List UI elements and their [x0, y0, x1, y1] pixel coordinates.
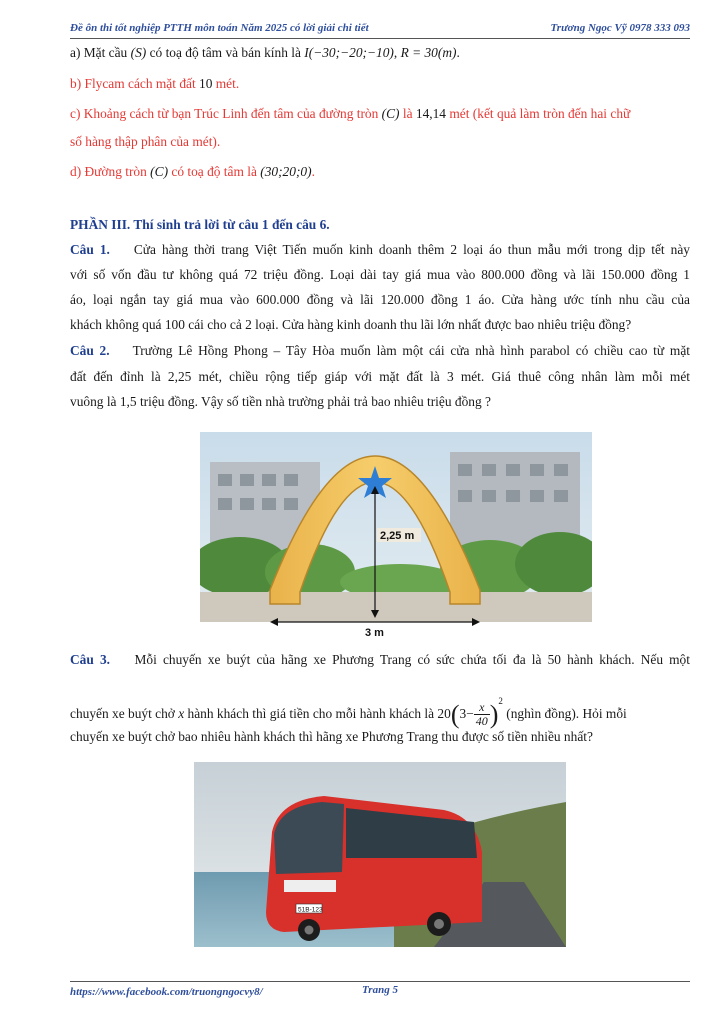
ground [200, 592, 592, 622]
statement-d-text: d) Đường tròn [70, 164, 151, 179]
q3-line-1 [70, 651, 690, 669]
header-title: Đề ôn thi tốt nghiệp PTTH môn toán Năm 2025 có lời giải chi tiết [70, 22, 369, 34]
statement-b-end: mét. [212, 76, 240, 91]
right-paren: ) [489, 699, 499, 729]
q3-text-2b: hành khách thì giá tiền cho mỗi hành khách là [184, 706, 438, 721]
statement-c-text: c) Khoảng cách từ bạn Trúc Linh đến tâm của đường tròn [70, 106, 382, 121]
header-author: Trương Ngọc Vỹ 0978 333 093 [550, 22, 690, 34]
expr-denominator: 40 [475, 714, 488, 729]
center-coordinates: I(−30;−20;−10) [304, 45, 394, 60]
bus-capacity: 50 [547, 652, 561, 667]
q3-label: Câu 3. [70, 652, 110, 667]
statement-c-cont: số hàng thập phân của mét). [70, 134, 221, 149]
circle-symbol-d: (C) [150, 164, 169, 179]
q3-line-2 [70, 684, 690, 731]
q3-line-3: chuyến xe buýt chở bao nhiêu hành khách thì hãng xe Phương Trang thu được số tiền nhiều nhất? [70, 729, 593, 744]
parabolic-arch-figure [200, 432, 592, 642]
expr-coefficient: 20 [437, 706, 451, 721]
q2-line-3 [70, 393, 690, 411]
arch-width-value: 3 [446, 369, 454, 384]
license-plate: 51B-123 [298, 906, 323, 914]
sphere-symbol: (S) [130, 45, 147, 60]
left-paren: ( [450, 699, 460, 729]
radius-value: R = 30(m) [400, 45, 457, 60]
header-divider [70, 38, 690, 39]
q3-text-1a: Mỗi chuyến xe buýt của hãng xe Phương Trang có sức chứa tối đa là [134, 652, 548, 667]
q3-text-2c: (nghìn đồng). Hỏi mỗi [502, 706, 627, 721]
price-value: 1,5 [119, 394, 137, 409]
label-strip [200, 622, 592, 642]
q2-line-2 [70, 368, 690, 386]
q1-line-3: áo, loại ngắn tay giá mua vào 600.000 đồng và lãi 120.000 đồng 1 áo. Cửa hàng ước tính nhu cầu của [70, 292, 690, 307]
passenger-variable: x [178, 706, 185, 721]
q2-label: Câu 2. [70, 343, 110, 358]
circle-center: (30;20;0) [260, 164, 312, 179]
expr-numerator: x [474, 701, 490, 715]
circle-symbol: (C) [381, 106, 400, 121]
statement-d [70, 163, 690, 181]
q2-text-2a: đất đến đỉnh là [70, 369, 168, 384]
facebook-link[interactable]: https://www.facebook.com/truongngocvy8/ [70, 986, 263, 998]
footer-divider [70, 981, 690, 982]
statement-a-text: a) Mặt cầu [70, 45, 131, 60]
q1-line-4: khách không quá 100 cái cho cả 2 loại. Cửa hàng kinh doanh thu lãi lớn nhất được bao nhiêu triệu đồng? [70, 317, 632, 332]
bus-photo [194, 762, 566, 947]
statement-a-sep: , [393, 45, 401, 60]
statement-c [70, 105, 690, 123]
statement-b [70, 75, 690, 93]
q2-line-1 [70, 342, 690, 360]
distance-value: 14,14 [415, 106, 447, 121]
expr-fraction [474, 701, 490, 728]
q3-text-1b: hành khách. Nếu một [560, 652, 690, 667]
statement-a-text-2: có toạ độ tâm và bán kính là [146, 45, 305, 60]
q1-label: Câu 1. [70, 242, 110, 257]
statement-d-end: . [311, 164, 315, 179]
flycam-height: 10 [199, 76, 213, 91]
q1-line-2: với số vốn đầu tư không quá 72 triệu đồng. Loại dài tay giá mua vào 800.000 đồng và lãi 150.000 đồng 1 [70, 267, 690, 282]
height-label: 2,25 m [380, 530, 415, 542]
statement-a-end: . [456, 45, 460, 60]
page-header [70, 18, 690, 38]
q2-text-2c: mét. Giá thuê công nhân làm mỗi mét [453, 369, 690, 384]
statement-a [70, 44, 690, 62]
q2-text-3b: triệu đồng. Vậy số tiền nhà trường phải trả bao nhiêu triệu đồng ? [136, 394, 491, 409]
q2-text-2b: mét, chiều rộng tiếp giáp với mặt đất là [191, 369, 447, 384]
q2-text-3a: vuông là [70, 394, 120, 409]
expr-exponent: 2 [498, 696, 503, 706]
q3-text-2a: chuyến xe buýt chở [70, 706, 179, 721]
statement-c-text-2: là [399, 106, 416, 121]
q1-text-1: Cửa hàng thời trang Việt Tiến muốn kinh doanh thêm 2 loại áo thun mẫu mới trong dịp tết này [133, 242, 690, 257]
statement-c-text-3: mét (kết quả làm tròn đến hai chữ [446, 106, 631, 121]
section-title: PHẦN III. Thí sinh trả lời từ câu 1 đến câu 6. [70, 217, 330, 232]
statement-d-text-2: có toạ độ tâm là [168, 164, 261, 179]
q1-line-1 [70, 241, 690, 259]
statement-b-text: b) Flycam cách mặt đất [70, 76, 200, 91]
q2-text-1: Trường Lê Hồng Phong – Tây Hòa muốn làm một cái cửa nhà hình parabol có chiều cao từ mặt [132, 343, 690, 358]
width-label: 3 m [365, 627, 384, 639]
price-expression [437, 696, 503, 729]
red-bus [266, 796, 482, 941]
expr-three-minus: 3− [459, 706, 474, 721]
arch-height-value: 2,25 [167, 369, 192, 384]
page-number: Trang 5 [362, 984, 398, 996]
